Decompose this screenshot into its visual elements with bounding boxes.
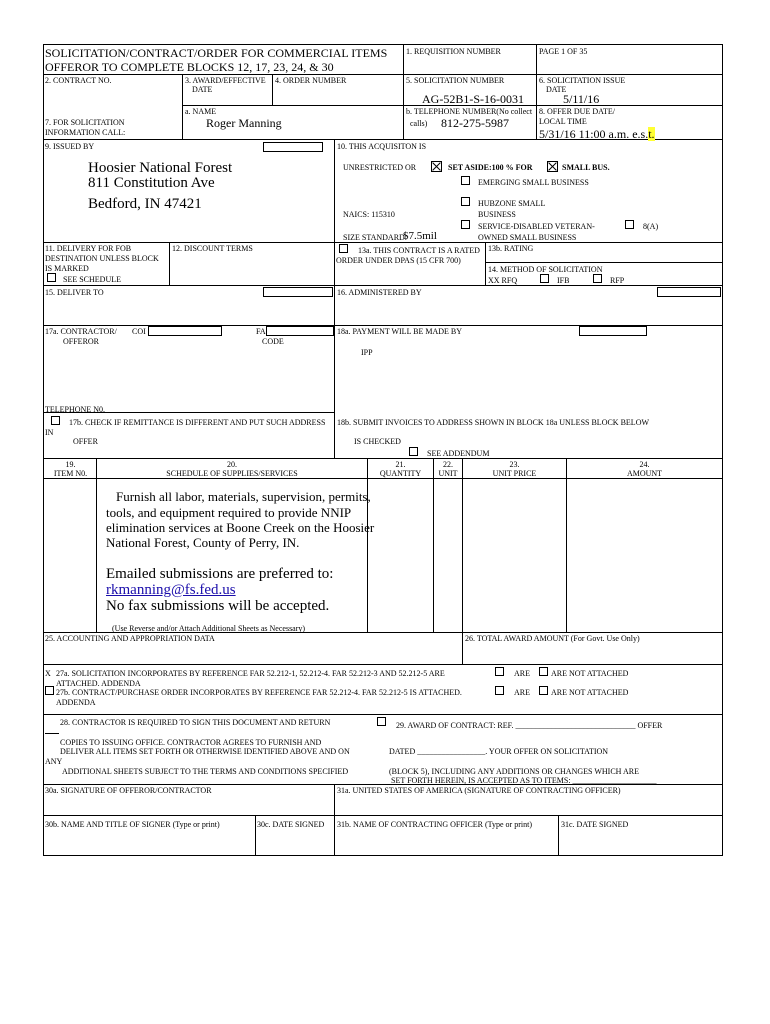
copies-text: COPIES TO ISSUING OFFICE. CONTRACTOR AGREES TO FURNISH AND — [60, 738, 322, 747]
amount-header — [567, 460, 722, 478]
quantity-header-text: QUANTITY — [379, 469, 422, 478]
clause-27b-label-2: ADDENDA — [56, 698, 96, 707]
set-aside-checkbox[interactable] — [431, 161, 442, 172]
rule — [403, 44, 404, 140]
form-border-left — [43, 44, 44, 856]
amount-header-num: 24. — [639, 460, 650, 469]
rule — [566, 458, 567, 632]
clause-27b-checkbox[interactable] — [45, 686, 54, 695]
clause-27b-label: 27b. CONTRACT/PURCHASE ORDER INCORPORATES BY REFERENCE FAR 52.212-4. FAR 52.212-5 IS ATTACHED. — [56, 688, 462, 697]
issued-by-line2: 811 Constitution Ave — [88, 175, 215, 191]
hubzone-label: HUBZONE SMALL — [478, 199, 546, 208]
see-schedule-checkbox[interactable] — [47, 273, 56, 282]
clause-27a-mark: X — [45, 669, 51, 678]
rule — [43, 285, 723, 286]
form-border-right — [722, 44, 723, 856]
contracting-officer-date-label: 31c. DATE SIGNED — [561, 820, 629, 829]
unit-price-header-num: 23. — [509, 460, 520, 469]
rule — [43, 458, 723, 459]
27a-not-attached-checkbox[interactable] — [539, 667, 548, 676]
work-description-line2: tools, and equipment required to provide NNIP — [106, 505, 352, 520]
rule — [43, 664, 723, 665]
delivery-fob-label: 11. DELIVERY FOR FOB — [45, 244, 132, 253]
offer-due-label-2: LOCAL TIME — [539, 117, 587, 126]
signer-name-label: 30b. NAME AND TITLE OF SIGNER (Type or print) — [45, 820, 220, 829]
rule — [462, 458, 463, 632]
ifb-checkbox[interactable] — [540, 274, 549, 283]
telephone-label-2: calls) — [410, 119, 428, 128]
service-disabled-veteran-label-2: OWNED SMALL BUSINESS — [478, 233, 577, 242]
rule — [272, 74, 273, 105]
signer-date-label: 30c. DATE SIGNED — [257, 820, 325, 829]
rule — [43, 714, 723, 715]
email-link[interactable]: rkmanning@fs.fed.us — [106, 582, 236, 598]
naics-code: NAICS: 115310 — [343, 210, 395, 219]
small-business-checkbox[interactable] — [547, 161, 558, 172]
total-award-label: 26. TOTAL AWARD AMOUNT (For Govt. Use Only) — [465, 634, 640, 643]
award-date-label-2: DATE — [192, 85, 213, 94]
rule — [485, 242, 486, 285]
27a-not-attached-label: ARE NOT ATTACHED — [551, 669, 629, 678]
email-instruction: Emailed submissions are preferred to: — [106, 566, 334, 582]
contractor-code-label: COI — [132, 327, 146, 336]
rated-order-label: 13a. THIS CONTRACT IS A RATED — [358, 246, 480, 255]
clause-27a-label-2: ATTACHED. ADDENDA — [56, 679, 141, 688]
telephone-number: 812-275-5987 — [441, 116, 509, 130]
rule — [485, 262, 723, 263]
rule — [182, 74, 183, 140]
facility-code-label: FA — [256, 327, 266, 336]
item-no-header — [45, 460, 96, 478]
deliver-to-label: 15. DELIVER TO — [45, 288, 104, 297]
award-text-4: SET FORTH HEREIN, IS ACCEPTED AS TO ITEMS: _____________________ — [391, 776, 657, 785]
rule — [43, 242, 723, 243]
payment-label: 18a. PAYMENT WILL BE MADE BY — [337, 327, 463, 336]
27b-are-checkbox[interactable] — [495, 686, 504, 695]
small-business-label: SMALL BUS. — [562, 163, 610, 172]
form-border-bottom — [43, 855, 723, 856]
contact-name-label: a. NAME — [185, 107, 217, 116]
service-disabled-veteran-label: SERVICE-DISABLED VETERAN- — [478, 222, 595, 231]
hubzone-label-2: BUSINESS — [478, 210, 516, 219]
ipp-label: IPP — [361, 348, 373, 357]
requisition-number-label: 1. REQUISITION NUMBER — [406, 47, 501, 56]
quantity-header-num: 21. — [395, 460, 406, 469]
contractor-sign-label: 28. CONTRACTOR IS REQUIRED TO SIGN THIS DOCUMENT AND RETURN — [60, 718, 331, 727]
administered-by-code-field[interactable] — [657, 287, 721, 297]
telephone-no-label: TELEPHONE N0. — [45, 405, 105, 414]
contracting-officer-signature-label: 31a. UNITED STATES OF AMERICA (SIGNATURE OF CONTRACTING OFFICER) — [337, 786, 621, 795]
eight-a-checkbox[interactable] — [625, 220, 634, 229]
ifb-label: IFB — [557, 276, 570, 285]
work-description-line4: National Forest, County of Perry, IN. — [106, 535, 300, 550]
see-addendum-checkbox[interactable] — [409, 447, 418, 456]
copies-text-3: ANY — [45, 757, 63, 766]
offer-due-date-time: 5/31/16 11:00 a.m. e.s. — [539, 127, 649, 141]
unrestricted-label: UNRESTRICTED OR — [343, 163, 417, 172]
delivery-fob-label-2: DESTINATION UNLESS BLOCK — [45, 254, 159, 263]
rfp-checkbox[interactable] — [593, 274, 602, 283]
service-disabled-veteran-checkbox[interactable] — [461, 220, 470, 229]
rfq-label: XX RFQ — [488, 276, 518, 285]
solicitation-number-label: 5. SOLICITATION NUMBER — [406, 76, 505, 85]
info-call-label: 7. FOR SOLICITATION — [45, 118, 125, 127]
solicitation-number: AG-52B1-S-16-0031 — [422, 92, 524, 106]
remittance-checkbox[interactable] — [51, 416, 60, 425]
order-number-label: 4. ORDER NUMBER — [275, 76, 347, 85]
27b-are-label: ARE — [514, 688, 530, 697]
telephone-label: b. TELEPHONE NUMBER(No collect — [406, 107, 533, 116]
deliver-to-code-field[interactable] — [263, 287, 333, 297]
contact-name: Roger Manning — [206, 116, 282, 130]
discount-terms-label: 12. DISCOUNT TERMS — [172, 244, 253, 253]
award-text-2: DATED _________________. YOUR OFFER ON SOLICITATION — [389, 747, 609, 756]
form-title-line1: SOLICITATION/CONTRACT/ORDER FOR COMMERCIAL ITEMS — [45, 46, 388, 60]
award-text-3: (BLOCK 5), INCLUDING ANY ADDITIONS OR CHANGES WHICH ARE — [389, 767, 639, 776]
unit-price-header-text: UNIT PRICE — [492, 469, 537, 478]
rule — [367, 458, 368, 632]
item-no-header-num: 19. — [65, 460, 76, 469]
rfp-label: RFP — [610, 276, 625, 285]
form-border-top — [43, 44, 723, 45]
work-description-line1: Furnish all labor, materials, supervision, permits, — [116, 489, 371, 504]
unit-price-header — [463, 460, 566, 478]
rated-order-checkbox[interactable] — [339, 244, 348, 253]
rule — [334, 784, 335, 856]
offer-due-value — [539, 128, 655, 141]
delivery-fob-label-3: IS MARKED — [45, 264, 89, 273]
issued-by-label: 9. ISSUED BY — [45, 142, 95, 151]
item-no-header-text: ITEM N0. — [53, 469, 88, 478]
award-checkbox[interactable] — [377, 717, 386, 726]
solicitation-method-label: 14. METHOD OF SOLICITATION — [488, 265, 603, 274]
rule — [43, 478, 723, 479]
offer-due-highlight: t. — [648, 127, 655, 141]
supplies-header — [97, 460, 367, 478]
award-label: 29. AWARD OF CONTRACT: REF. ______________________________ OFFER — [396, 721, 663, 730]
invoices-label-2: IS CHECKED — [354, 437, 401, 446]
size-standard-value: $7.5mil — [403, 230, 437, 242]
unit-header — [434, 460, 462, 478]
rule — [462, 632, 463, 664]
contractor-label: 17a. CONTRACTOR/ — [45, 327, 117, 336]
accounting-label: 25. ACCOUNTING AND APPROPRIATION DATA — [45, 634, 215, 643]
27a-are-checkbox[interactable] — [495, 667, 504, 676]
see-schedule-label: SEE SCHEDULE — [63, 275, 121, 284]
administered-by-label: 16. ADMINISTERED BY — [337, 288, 422, 297]
rule — [558, 815, 559, 856]
rule — [43, 815, 723, 816]
rule — [43, 74, 723, 75]
eight-a-label: 8(A) — [643, 222, 659, 231]
remittance-label-3: OFFER — [73, 437, 98, 446]
emerging-small-business-label: EMERGING SMALL BUSINESS — [478, 178, 589, 187]
issued-by-line1: Hoosier National Forest — [88, 160, 233, 176]
unit-header-num: 22. — [443, 460, 453, 469]
rule — [536, 44, 537, 140]
amount-header-text: AMOUNT — [626, 469, 663, 478]
rule — [433, 458, 434, 632]
rule — [169, 242, 170, 285]
issue-date-label-2: DATE — [546, 85, 567, 94]
emerging-small-business-checkbox[interactable] — [461, 176, 470, 185]
remittance-label-2: IN — [45, 428, 54, 437]
issue-date-label: 6. SOLICITATION ISSUE — [539, 76, 626, 85]
set-aside-label: SET ASIDE:100 % FOR — [448, 163, 533, 172]
contractor-label-2: OFFEROR — [63, 337, 100, 346]
issue-date: 5/11/16 — [563, 92, 600, 106]
payment-code-field[interactable] — [579, 326, 647, 336]
27a-are-label: ARE — [514, 669, 530, 678]
size-standard-label: SIZE STANDARD: — [343, 233, 408, 242]
facility-code-label-2: CODE — [262, 337, 284, 346]
fax-notice: No fax submissions will be accepted. — [106, 598, 330, 614]
rating-label: 13b. RATING — [488, 244, 534, 253]
issued-by-code-field[interactable] — [263, 142, 323, 152]
award-date-label: 3. AWARD/EFFECTIVE — [185, 76, 266, 85]
rule — [334, 139, 335, 458]
additional-sheets-note: (Use Reverse and/or Attach Additional Sheets as Necessary) — [112, 624, 306, 633]
contract-no-label: 2. CONTRACT NO. — [45, 76, 112, 85]
supplies-header-num: 20. — [227, 460, 237, 469]
contractor-code-field[interactable] — [148, 326, 222, 336]
clause-27a-label: 27a. SOLICITATION INCORPORATES BY REFERENCE FAR 52.212-1, 52.212-4. FAR 52.212-3 AND 52.212-5 ARE — [56, 669, 445, 678]
rated-order-label-2: ORDER UNDER DPAS (15 CFR 700) — [336, 256, 461, 265]
issued-by-line3: Bedford, IN 47421 — [88, 196, 202, 212]
see-addendum-label: SEE ADDENDUM — [427, 449, 490, 458]
copies-text-4: ADDITIONAL SHEETS SUBJECT TO THE TERMS AND CONDITIONS SPECIFIED — [62, 767, 349, 776]
contracting-officer-name-label: 31b. NAME OF CONTRACTING OFFICER (Type or print) — [337, 820, 532, 829]
27b-not-attached-label: ARE NOT ATTACHED — [551, 688, 629, 697]
27b-not-attached-checkbox[interactable] — [539, 686, 548, 695]
facility-code-field[interactable] — [266, 326, 334, 336]
copies-blank-line — [45, 733, 59, 734]
rule — [255, 815, 256, 856]
remittance-label: 17b. CHECK IF REMITTANCE IS DIFFERENT AND PUT SUCH ADDRESS — [69, 418, 326, 427]
offer-due-label: 8. OFFER DUE DATE/ — [539, 107, 616, 116]
info-call-label-2: INFORMATION CALL: — [45, 128, 126, 137]
acquisition-label: 10. THIS ACQUISITON IS — [337, 142, 427, 151]
copies-text-2: DELIVER ALL ITEMS SET FORTH OR OTHERWISE IDENTIFIED ABOVE AND ON — [60, 747, 350, 756]
invoices-label: 18b. SUBMIT INVOICES TO ADDRESS SHOWN IN BLOCK 18a UNLESS BLOCK BELOW — [337, 418, 650, 427]
quantity-header — [368, 460, 433, 478]
hubzone-checkbox[interactable] — [461, 197, 470, 206]
work-description-line3: elimination services at Boone Creek on the Hoosier — [106, 520, 375, 535]
page-number-label: PAGE 1 OF 35 — [539, 47, 588, 56]
form-title-line2: OFFEROR TO COMPLETE BLOCKS 12, 17, 23, 24, & 30 — [45, 60, 334, 74]
supplies-header-text: SCHEDULE OF SUPPLIES/SERVICES — [166, 469, 298, 478]
rule — [96, 458, 97, 632]
offeror-signature-label: 30a. SIGNATURE OF OFFEROR/CONTRACTOR — [45, 786, 212, 795]
unit-header-text: UNIT — [438, 469, 458, 478]
